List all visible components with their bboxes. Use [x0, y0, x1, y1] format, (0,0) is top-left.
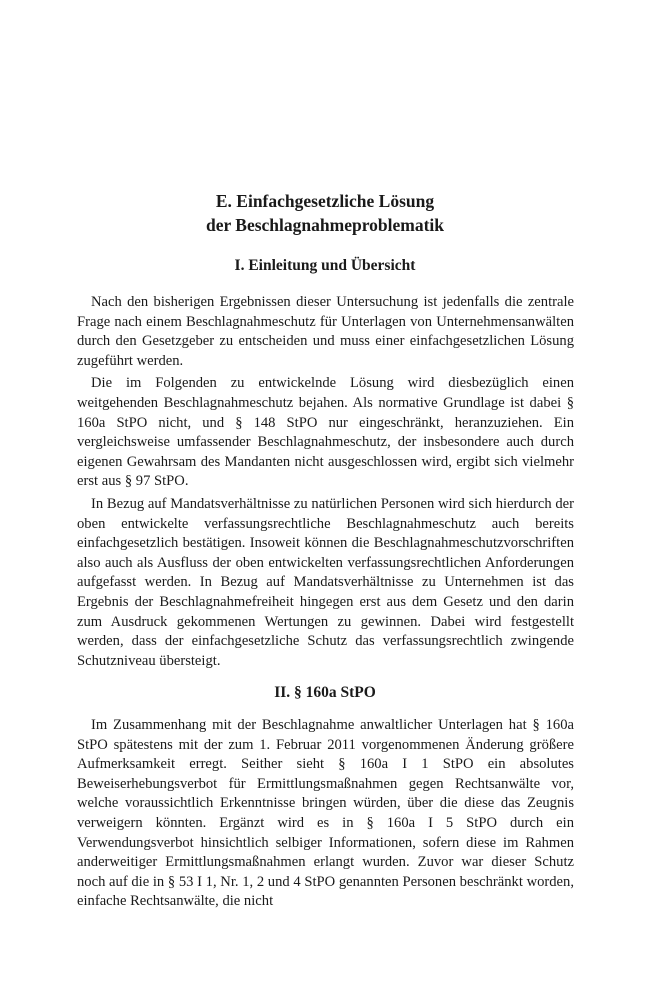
section-heading-einleitung: I. Einleitung und Übersicht [234, 257, 416, 274]
paragraph: In Bezug auf Mandatsverhältnisse zu natürlichen Personen wird sich hierdurch der oben entwickelte verfassungsrechtliche Beschlagnahmeschutz auch bereits einfachgesetzlich bestätigen. Insoweit können die Beschlagnahmeschutzvorschriften also auch als Ausfluss der oben entwickelten verfassungsrechtlichen Anforderungen aufgefasst werden. In Bezug auf Mandatsverhältnisse zu Unternehmen ist das Ergebnis der Beschlagnahmefreiheit hingegen erst aus dem Gesetz und den darin zum Ausdruck gekommenen Wertungen zu gewinnen. Dabei wird festgestellt werden, dass der einfachgesetzliche Schutz das verfassungsrechtlich zwingende Schutzniveau übersteigt. [77, 495, 574, 669]
section-body-160a-stpo [77, 716, 574, 915]
section-body-einleitung [77, 293, 574, 674]
paragraph: Die im Folgenden zu entwickelnde Lösung wird diesbezüglich einen weitgehenden Beschlagnahmeschutz bejahen. Als normative Grundlage ist dabei § 160a StPO nicht, und § 148 StPO nur eingeschränkt, heranzuziehen. Ein vergleichsweise umfassender Beschlagnahmeschutz, der insbesondere auch durch eigenen Gewahrsam des Mandanten nicht ausgeschlossen wird, ergibt sich vielmehr erst aus § 97 StPO. [77, 375, 574, 490]
chapter-title [75, 189, 575, 237]
chapter-title-line-2: der Beschlagnahmeproblematik [205, 215, 445, 235]
paragraph: Im Zusammenhang mit der Beschlagnahme anwaltlicher Unterlagen hat § 160a StPO spätestens mit der zum 1. Februar 2011 vorgenommenen Änderung größere Aufmerksamkeit erregt. Seither sieht § 160a I 1 StPO ein absolutes Beweiserhebungsverbot für Ermittlungsmaßnahmen gegen Rechtsanwälte vor, welche voraussichtlich Erkenntnisse bringen würden, über die diese das Zeugnis verweigern könnten. Ergänzt wird es in § 160a I 5 StPO durch ein Verwendungsverbot hinsichtlich selbiger Informationen, sofern diese im Rahmen anderweitiger Ermittlungsmaßnahmen erlangt wurden. Zuvor war dieser Schutz noch auf die in § 53 I 1, Nr. 1, 2 und 4 StPO genannten Personen beschränkt worden, einfache Rechtsanwälte, die nicht [77, 717, 574, 910]
section-heading-160a-stpo: II. § 160a StPO [274, 684, 376, 701]
paragraph: Nach den bisherigen Ergebnissen dieser Untersuchung ist jedenfalls die zentrale Frage nach einem Beschlagnahmeschutz für Unterlagen von Unternehmensanwälten durch den Gesetzgeber zu entscheiden und muss einer einfachgesetzlichen Lösung zugeführt werden. [77, 294, 574, 369]
chapter-title-line-1: E. Einfachgesetzliche Lösung [215, 191, 435, 211]
